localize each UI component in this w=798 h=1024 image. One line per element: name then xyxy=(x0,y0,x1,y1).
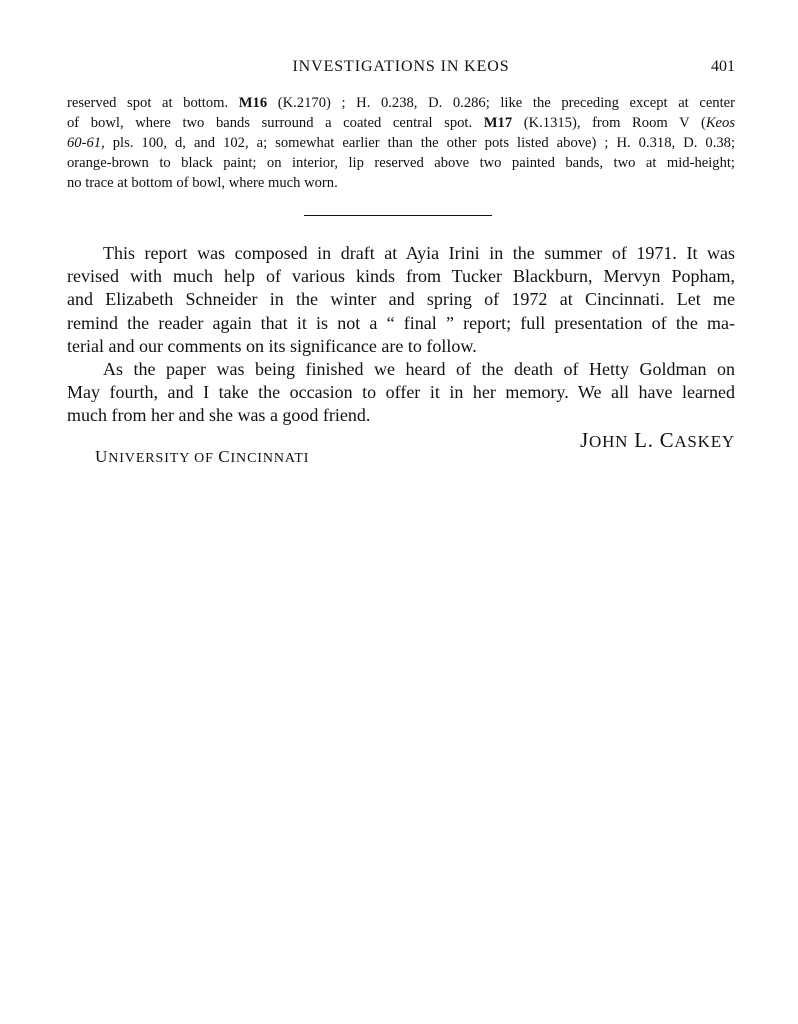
paragraph-1 xyxy=(67,242,735,358)
catalog-text: (K.2170) ; H. 0.238, D. 0.286; like the preceding except at center xyxy=(267,95,735,111)
catalog-text: of bowl, where two bands surround a coated central spot. xyxy=(67,115,484,131)
catalog-text: (K.1315), from Room V ( xyxy=(512,115,706,131)
paragraph-2 xyxy=(67,358,735,428)
body-line: May fourth, and I take the occasion to offer it in her memory. We all have learned xyxy=(67,382,735,403)
closing-remarks xyxy=(67,242,735,428)
catalog-line: no trace at bottom of bowl, where much worn. xyxy=(67,175,338,191)
running-head xyxy=(67,58,735,80)
section-divider xyxy=(304,215,492,216)
author-text: ASKEY xyxy=(674,432,735,451)
catalog-text: reserved spot at bottom. xyxy=(67,95,239,111)
author-text: L. xyxy=(628,430,660,452)
body-line: revised with much help of various kinds from Tucker Blackburn, Mervyn Popham, xyxy=(67,266,735,287)
catalog-text: , pls. 100, d, and 102, a; somewhat earlier than the other pots listed above) ; H. 0.318, D. 0.38; xyxy=(101,135,735,151)
catalog-line xyxy=(67,133,735,153)
catalog-line xyxy=(67,113,735,133)
catalog-line: orange-brown to black paint; on interior, lip reserved above two painted bands, two at mid-height; xyxy=(67,155,735,171)
affiliation-text: INCINNATI xyxy=(230,451,310,466)
body-line: remind the reader again that it is not a “ final ” report; full presentation of the ma- xyxy=(67,312,735,333)
affiliation-initial: C xyxy=(218,447,231,466)
affiliation-initial: U xyxy=(95,447,109,466)
affiliation-text: NIVERSITY OF xyxy=(108,451,219,466)
catalog-line xyxy=(67,93,735,113)
catalog-entries xyxy=(67,93,735,193)
running-title: INVESTIGATIONS IN KEOS xyxy=(292,58,510,75)
author-text: OHN xyxy=(589,432,629,451)
page-number: 401 xyxy=(711,58,735,75)
author-initial: C xyxy=(659,430,675,452)
catalog-citation-title: Keos xyxy=(705,115,735,131)
author-affiliation xyxy=(95,447,309,467)
body-line: and Elizabeth Schneider in the winter and spring of 1972 at Cincinnati. Let me xyxy=(67,289,735,310)
body-line: This report was composed in draft at Ayia Irini in the summer of 1971. It was xyxy=(103,243,735,263)
catalog-number-m16: M16 xyxy=(238,95,268,111)
author-initial: J xyxy=(580,430,590,452)
body-line: terial and our comments on its significance are to follow. xyxy=(67,335,477,356)
author-signature xyxy=(580,430,735,453)
body-line: As the paper was being finished we heard of the death of Hetty Goldman on xyxy=(103,359,735,380)
catalog-citation-volume: 60-61 xyxy=(67,135,102,151)
catalog-number-m17: M17 xyxy=(483,115,513,131)
body-line: much from her and she was a good friend. xyxy=(67,405,371,426)
